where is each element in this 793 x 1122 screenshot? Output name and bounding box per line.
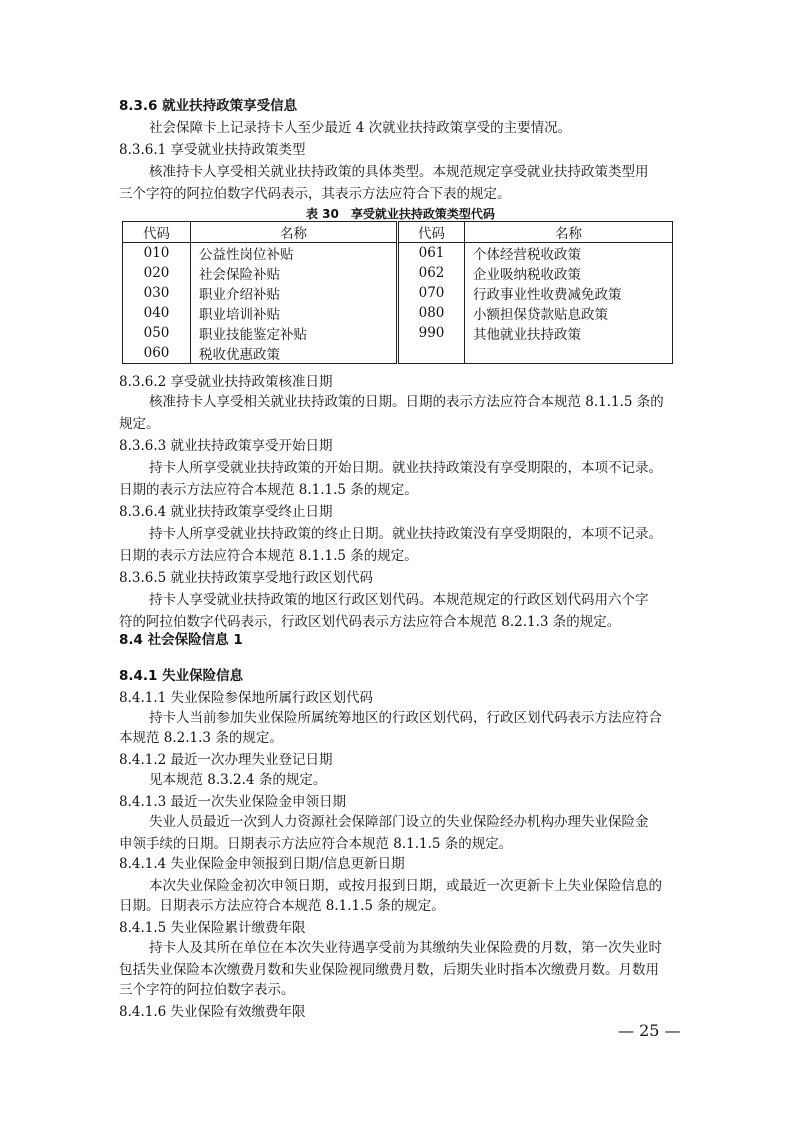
table-row (123, 263, 673, 283)
text-line: 本次失业保险金初次申领日期，或按月报到日期，或最近一次更新卡上失业保险信息的 (149, 878, 662, 894)
table-row (123, 283, 673, 303)
name-cell: 个体经营税收政策 (465, 243, 673, 264)
table-row (123, 323, 673, 343)
code-cell: 990 (398, 323, 465, 343)
text-line: 8.3.6.3 就业扶持政策享受开始日期 (119, 438, 333, 454)
code-cell: 010 (143, 245, 170, 261)
text-line: 8.3.6.2 享受就业扶持政策核准日期 (119, 374, 333, 390)
text-line: 持卡人当前参加失业保险所属统筹地区的行政区划代码，行政区划代码表示方法应符合 (149, 710, 662, 726)
table-row (123, 343, 673, 364)
code-cell: 050 (143, 325, 170, 341)
text-line: 8.4.1.1 失业保险参保地所属行政区划代码 (119, 690, 374, 706)
table-caption: 表 30 享受就业扶持政策类型代码 (306, 207, 495, 221)
name-cell: 职业培训补贴 (191, 303, 398, 323)
name-cell: 社会保险补贴 (191, 263, 398, 283)
text-line: 8.4.1.3 最近一次失业保险金申领日期 (119, 794, 347, 810)
section-heading: 8.3.6 就业扶持政策享受信息 (119, 98, 298, 114)
text-line: 持卡人所享受就业扶持政策的终止日期。就业扶持政策没有享受期限的，本项不记录。 (149, 526, 662, 542)
text-line: 8.4.1.4 失业保险金申领报到日期/信息更新日期 (119, 856, 405, 872)
table-header-cell: 名称 (465, 222, 673, 243)
text-line: 持卡人享受就业扶持政策的地区行政区划代码。本规范规定的行政区划代码用六个字 (149, 592, 649, 608)
code-cell: 070 (398, 283, 465, 303)
text-line: 符的阿拉伯数字代码表示，行政区划代码表示方法应符合本规范 8.2.1.3 条的规定。 (119, 614, 621, 630)
name-cell: 行政事业性收费减免政策 (465, 283, 673, 303)
text-line: 8.4.1.6 失业保险有效缴费年限 (119, 1004, 306, 1020)
text-line: 8.3.6.1 享受就业扶持政策类型 (119, 142, 306, 158)
section-heading: 8.4 社会保险信息 1 (119, 632, 243, 648)
text-line: 8.3.6.5 就业扶持政策享受地行政区划代码 (119, 570, 374, 586)
text-line: 核准持卡人享受相关就业扶持政策的具体类型。本规范规定享受就业扶持政策类型用 (149, 164, 649, 180)
name-cell: 小额担保贷款贴息政策 (465, 303, 673, 323)
code-cell: 061 (398, 243, 465, 264)
name-cell: 职业介绍补贴 (191, 283, 398, 303)
table-row (123, 243, 673, 264)
page-number: — 25 — (618, 1021, 681, 1040)
name-cell: 职业技能鉴定补贴 (191, 323, 398, 343)
text-line: 三个字符的阿拉伯数字代码表示，其表示方法应符合下表的规定。 (119, 186, 511, 202)
text-line: 包括失业保险本次缴费月数和失业保险视同缴费月数，后期失业时指本次缴费月数。月数用 (119, 962, 659, 978)
code-cell: 062 (398, 263, 465, 283)
text-line: 社会保障卡上记录持卡人至少最近 4 次就业扶持政策享受的主要情况。 (149, 120, 572, 136)
text-line: 持卡人及其所在单位在本次失业待遇享受前为其缴纳失业保险费的月数，第一次失业时 (149, 940, 662, 956)
name-cell: 企业吸纳税收政策 (465, 263, 673, 283)
name-cell: 其他就业扶持政策 (465, 323, 673, 343)
text-line: 日期的表示方法应符合本规范 8.1.1.5 条的规定。 (119, 548, 418, 564)
code-cell: 080 (398, 303, 465, 323)
name-cell: 税收优惠政策 (191, 343, 398, 364)
table-header-cell: 代码 (123, 222, 191, 243)
text-line: 8.4.1.5 失业保险累计缴费年限 (119, 920, 306, 936)
text-line: 核准持卡人享受相关就业扶持政策的日期。日期的表示方法应符合本规范 8.1.1.5 条的 (149, 394, 664, 410)
text-line: 规定。 (119, 416, 160, 432)
code-cell: 060 (143, 345, 170, 361)
text-line: 8.3.6.4 就业扶持政策享受终止日期 (119, 504, 333, 520)
text-line: 三个字符的阿拉伯数字表示。 (119, 982, 295, 998)
code-cell: 040 (143, 305, 170, 321)
name-cell (465, 343, 673, 364)
text-line: 申领手续的日期。日期表示方法应符合本规范 8.1.1.5 条的规定。 (119, 836, 513, 852)
text-line: 本规范 8.2.1.3 条的规定。 (119, 730, 283, 746)
code-cell: 020 (143, 265, 170, 281)
text-line: 见本规范 8.3.2.4 条的规定。 (149, 772, 327, 788)
section-heading: 8.4.1 失业保险信息 (119, 668, 244, 684)
table-row (123, 303, 673, 323)
name-cell: 公益性岗位补贴 (191, 243, 398, 264)
text-line: 8.4.1.2 最近一次办理失业登记日期 (119, 752, 333, 768)
table-header-cell: 名称 (191, 222, 398, 243)
text-line: 日期。日期表示方法应符合本规范 8.1.1.5 条的规定。 (119, 898, 445, 914)
policy-type-code-table (122, 221, 673, 364)
table-header-cell: 代码 (398, 222, 465, 243)
text-line: 失业人员最近一次到人力资源社会保障部门设立的失业保险经办机构办理失业保险金 (149, 814, 649, 830)
code-cell (398, 343, 465, 364)
text-line: 日期的表示方法应符合本规范 8.1.1.5 条的规定。 (119, 482, 418, 498)
text-line: 持卡人所享受就业扶持政策的开始日期。就业扶持政策没有享受期限的，本项不记录。 (149, 460, 662, 476)
code-cell: 030 (143, 285, 170, 301)
table-header-row (123, 222, 673, 243)
